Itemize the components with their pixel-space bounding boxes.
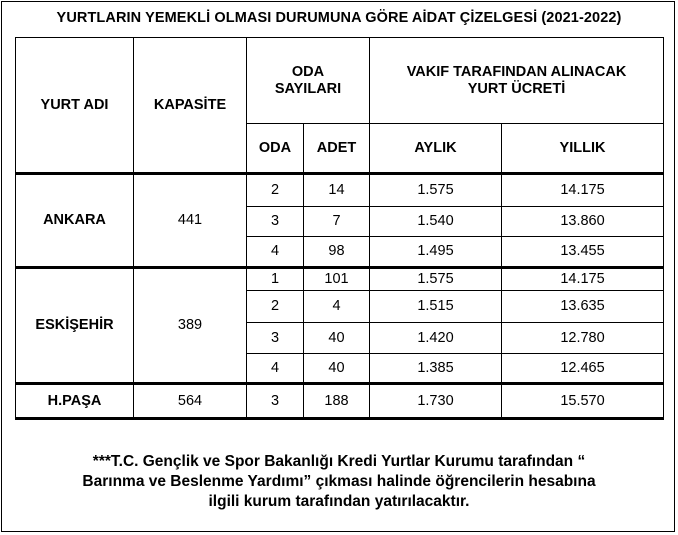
header-monthly: AYLIK [370, 124, 502, 174]
cell-yearly: 14.175 [502, 268, 664, 291]
dorm-name-ankara: ANKARA [16, 174, 134, 268]
cell-room: 3 [247, 384, 304, 419]
cell-yearly: 15.570 [502, 384, 664, 419]
header-dorm-name: YURT ADI [16, 38, 134, 174]
cell-yearly: 12.780 [502, 323, 664, 354]
cell-count: 98 [304, 237, 370, 268]
cell-count: 4 [304, 291, 370, 323]
footnote-line-1: ***T.C. Gençlik ve Spor Bakanlığı Kredi Yurtlar Kurumu tarafından “ [92, 453, 586, 470]
cell-room: 2 [247, 174, 304, 207]
cell-yearly: 13.455 [502, 237, 664, 268]
table-row [16, 174, 664, 207]
dorm-capacity-hpasa: 564 [134, 384, 247, 419]
footnote-line-2: Barınma ve Beslenme Yardımı” çıkması halinde öğrencilerin hesabına [82, 473, 596, 490]
dorm-capacity-ankara: 441 [134, 174, 247, 268]
footnote [0, 452, 678, 512]
cell-monthly: 1.515 [370, 291, 502, 323]
cell-count: 40 [304, 323, 370, 354]
cell-monthly: 1.420 [370, 323, 502, 354]
cell-yearly: 13.860 [502, 207, 664, 237]
header-capacity: KAPASİTE [134, 38, 247, 174]
cell-yearly: 13.635 [502, 291, 664, 323]
cell-count: 188 [304, 384, 370, 419]
cell-count: 14 [304, 174, 370, 207]
header-room-counts-line2: SAYILARI [274, 80, 342, 97]
header-room: ODA [247, 124, 304, 174]
footnote-line-3: ilgili kurum tarafından yatırılacaktır. [208, 493, 470, 510]
header-count: ADET [304, 124, 370, 174]
header-fee-line1: VAKIF TARAFINDAN ALINACAK [406, 63, 627, 80]
cell-monthly: 1.575 [370, 268, 502, 291]
cell-yearly: 12.465 [502, 354, 664, 384]
cell-monthly: 1.730 [370, 384, 502, 419]
cell-monthly: 1.575 [370, 174, 502, 207]
cell-monthly: 1.540 [370, 207, 502, 237]
header-fee-line2: YURT ÜCRETİ [467, 80, 566, 97]
dorm-name-hpasa: H.PAŞA [16, 384, 134, 419]
cell-count: 101 [304, 268, 370, 291]
page-title: YURTLARIN YEMEKLİ OLMASI DURUMUNA GÖRE AİDAT ÇİZELGESİ (2021-2022) [56, 10, 622, 26]
dorm-name-eskisehir: ESKİŞEHİR [16, 268, 134, 384]
cell-room: 4 [247, 237, 304, 268]
fee-table [15, 37, 664, 420]
cell-count: 7 [304, 207, 370, 237]
cell-room: 2 [247, 291, 304, 323]
table-row [16, 384, 664, 419]
cell-yearly: 14.175 [502, 174, 664, 207]
header-yearly: YILLIK [502, 124, 664, 174]
cell-room: 1 [247, 268, 304, 291]
cell-monthly: 1.495 [370, 237, 502, 268]
header-room-counts-line1: ODA [291, 63, 325, 80]
header-row-1 [16, 38, 664, 124]
cell-room: 3 [247, 207, 304, 237]
dorm-capacity-eskisehir: 389 [134, 268, 247, 384]
cell-count: 40 [304, 354, 370, 384]
cell-room: 4 [247, 354, 304, 384]
cell-room: 3 [247, 323, 304, 354]
table-row [16, 268, 664, 291]
header-fee [370, 38, 664, 124]
header-room-counts [247, 38, 370, 124]
cell-monthly: 1.385 [370, 354, 502, 384]
